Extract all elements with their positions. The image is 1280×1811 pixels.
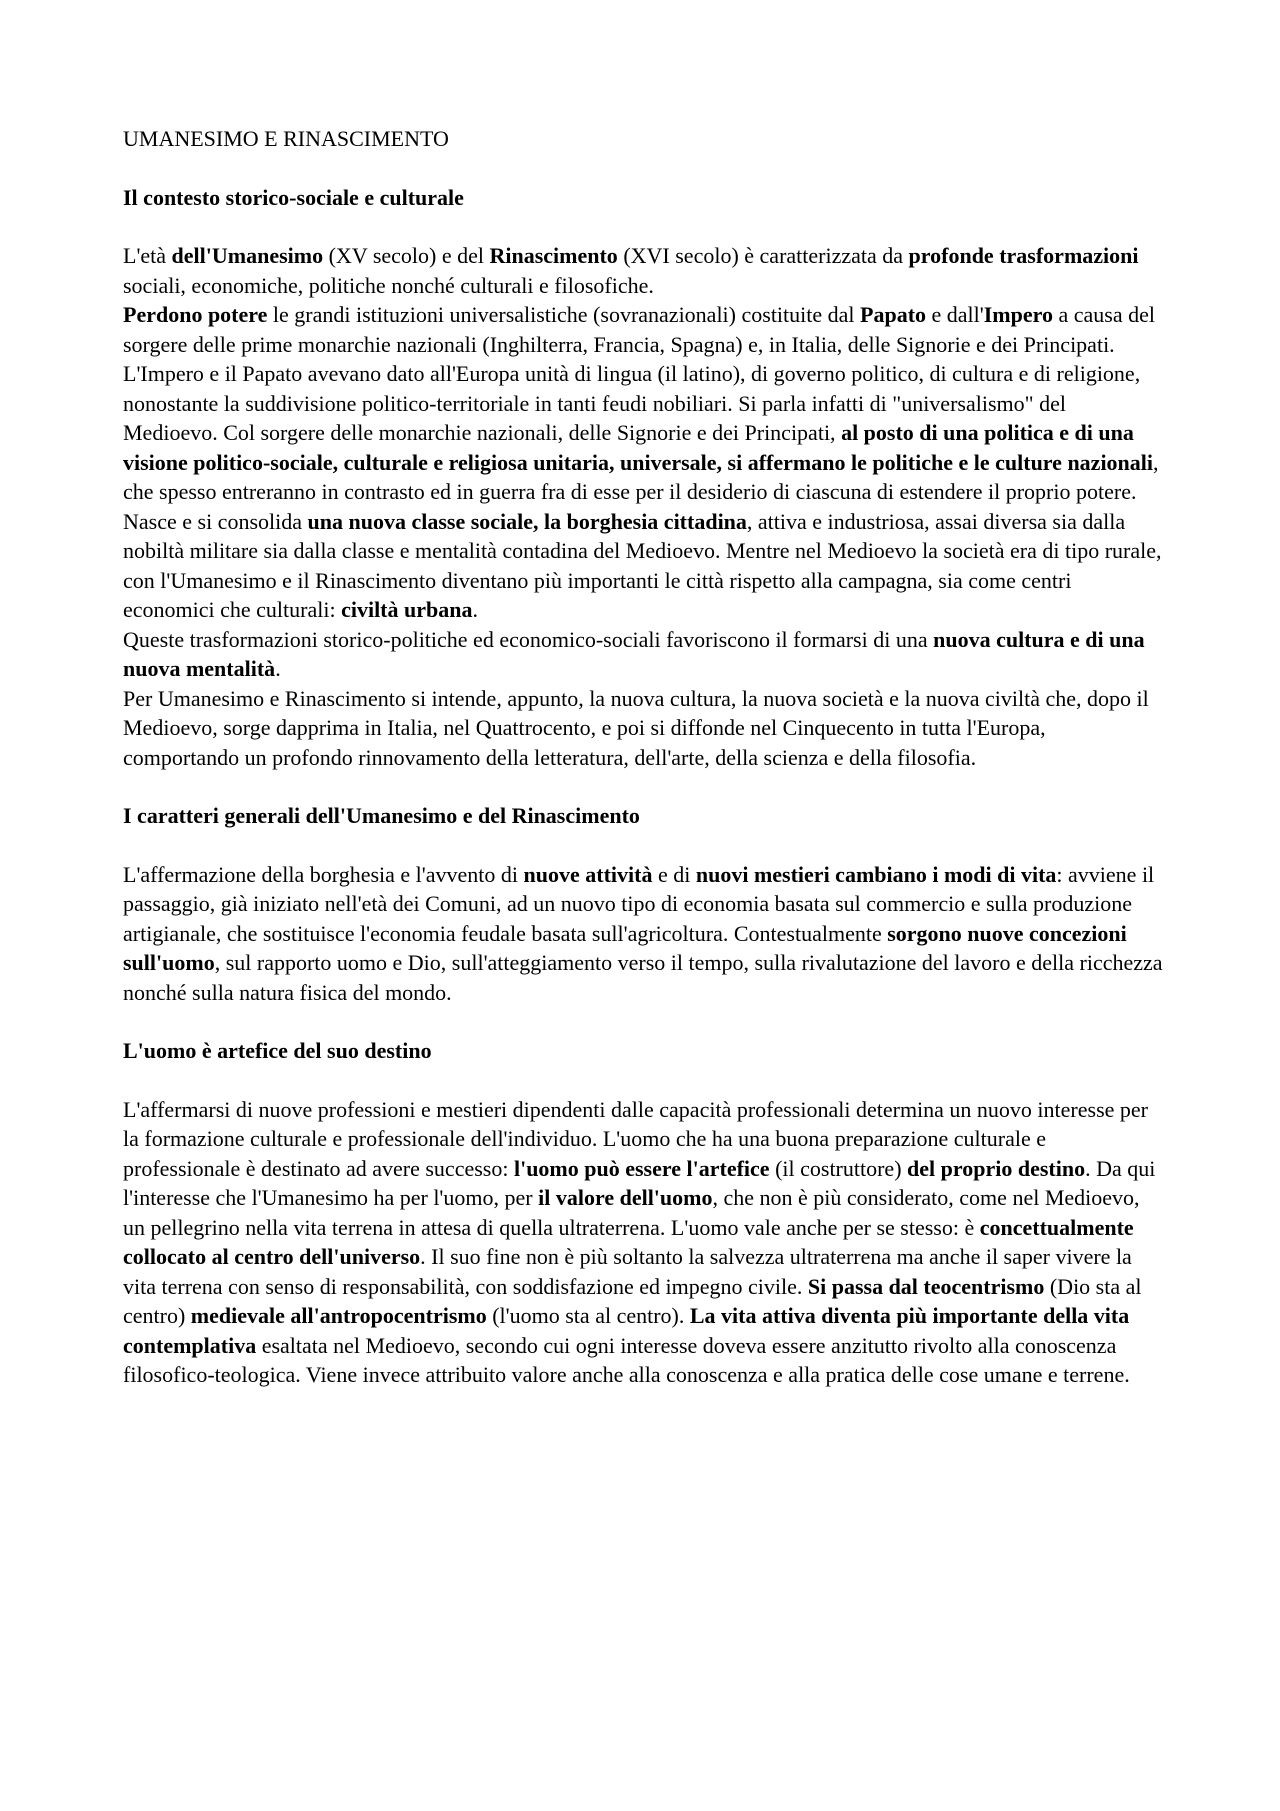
paragraph: L'età dell'Umanesimo (XV secolo) e del Rinascimento (XVI secolo) è caratterizzata da profonde trasformazioni sociali, economiche, politiche nonché culturali e filosofiche. bbox=[123, 243, 1139, 298]
paragraph: Per Umanesimo e Rinascimento si intende, appunto, la nuova cultura, la nuova società e la nuova civiltà che, dopo il Medioevo, sorge dapprima in Italia, nel Quattrocento, e poi si diffonde nel Cinquecento in tutta l'Europa, comportando un profondo rinnovamento della letteratura, dell'arte, della scienza e della filosofia. bbox=[123, 685, 1149, 770]
section-body bbox=[123, 1095, 1163, 1390]
paragraph: L'affermarsi di nuove professioni e mestieri dipendenti dalle capacità professionali determina un nuovo interesse per la formazione culturale e professionale dell'individuo. L'uomo che ha una buona preparazione culturale e professionale è destinato ad avere successo: l'uomo può essere l'artefice (il costruttore) del proprio destino. Da qui l'interesse che l'Umanesimo ha per l'uomo, per il valore dell'uomo, che non è più considerato, come nel Medioevo, un pellegrino nella vita terrena in attesa di quella ultraterrena. L'uomo vale anche per se stesso: è concettualmente collocato al centro dell'universo. Il suo fine non è più soltanto la salvezza ultraterrena ma anche il saper vivere la vita terrena con senso di responsabilità, con soddisfazione ed impegno civile. Si passa dal teocentrismo (Dio sta al centro) medievale all'antropocentrismo (l'uomo sta al centro). La vita attiva diventa più importante della vita contemplativa esaltata nel Medioevo, secondo cui ogni interesse doveva essere anzitutto rivolto alla conoscenza filosofico-teologica. Viene invece attribuito valore anche alla conoscenza e alla pratica delle cose umane e terrene. bbox=[123, 1096, 1156, 1387]
paragraph: L'affermazione della borghesia e l'avvento di nuove attività e di nuovi mestieri cambiano i modi di vita: avviene il passaggio, già iniziato nell'età dei Comuni, ad un nuovo tipo di economia basata sul commercio e sulla produzione artigianale, che sostituisce l'economia feudale basata sull'agricoltura. Contestualmente sorgono nuove concezioni sull'uomo, sul rapporto uomo e Dio, sull'atteggiamento verso il tempo, sulla rivalutazione del lavoro e della ricchezza nonché sulla natura fisica del mondo. bbox=[123, 861, 1163, 1005]
paragraph: Queste trasformazioni storico-politiche ed economico-sociali favoriscono il formarsi di una nuova cultura e di una nuova mentalità. bbox=[123, 626, 1145, 681]
section-body bbox=[123, 860, 1163, 1008]
document-content bbox=[123, 124, 1163, 1419]
section-heading: I caratteri generali dell'Umanesimo e del Rinascimento bbox=[123, 803, 640, 828]
section-heading: L'uomo è artefice del suo destino bbox=[123, 1038, 432, 1063]
paragraph: Perdono potere le grandi istituzioni universalistiche (sovranazionali) costituite dal Papato e dall'Impero a causa del sorgere delle prime monarchie nazionali (Inghilterra, Francia, Spagna) e, in Italia, delle Signorie e dei Principati. L'Impero e il Papato avevano dato all'Europa unità di lingua (il latino), di governo politico, di cultura e di religione, nonostante la suddivisione politico-territoriale in tanti feudi nobiliari. Si parla infatti di "universalismo" del Medioevo. Col sorgere delle monarchie nazionali, delle Signorie e dei Principati, al posto di una politica e di una visione politico-sociale, culturale e religiosa unitaria, universale, si affermano le politiche e le culture nazionali, che spesso entreranno in contrasto ed in guerra fra di esse per il desiderio di ciascuna di estendere il proprio potere. bbox=[123, 302, 1159, 504]
section-heading: Il contesto storico-sociale e culturale bbox=[123, 184, 464, 210]
document-title: UMANESIMO E RINASCIMENTO bbox=[123, 126, 449, 151]
section-body bbox=[123, 241, 1163, 772]
paragraph: Nasce e si consolida una nuova classe sociale, la borghesia cittadina, attiva e industriosa, assai diversa sia dalla nobiltà militare sia dalla classe e mentalità contadina del Medioevo. Mentre nel Medioevo la società era di tipo rurale, con l'Umanesimo e il Rinascimento diventano più importanti le città rispetto alla campagna, sia come centri economici che culturali: civiltà urbana. bbox=[123, 508, 1162, 622]
